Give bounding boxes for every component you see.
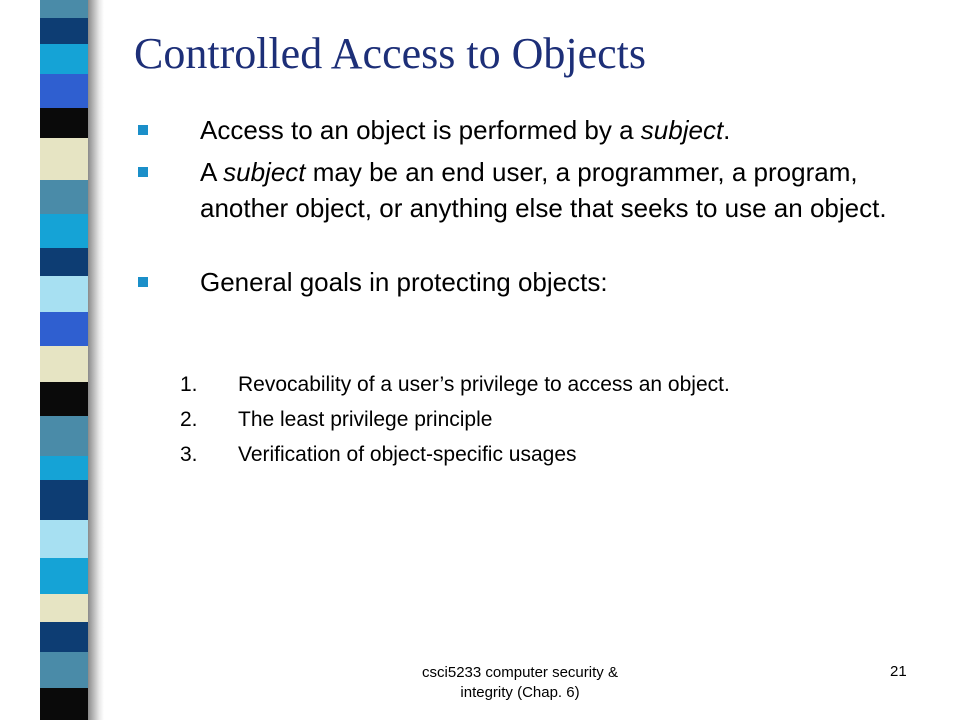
item-number: 2. [180, 408, 198, 431]
bullet-item [134, 264, 934, 300]
decorative-stripe [0, 0, 110, 720]
numbered-item [180, 442, 730, 467]
stripe-block [40, 456, 88, 480]
footer-line: integrity (Chap. 6) [460, 684, 580, 701]
stripe-block [40, 594, 88, 622]
stripe-block [40, 74, 88, 108]
slide-footer [380, 663, 660, 703]
item-number: 1. [180, 373, 198, 396]
bullet-square-icon [138, 125, 148, 135]
stripe-block [40, 416, 88, 456]
bullet-item [134, 154, 934, 226]
footer-line: csci5233 computer security & [422, 664, 618, 681]
numbered-item [180, 372, 730, 397]
bullet-item [134, 112, 934, 148]
stripe-block [40, 312, 88, 346]
stripe-block [40, 180, 88, 214]
item-text: Verification of object-specific usages [238, 443, 577, 466]
bullet-text: A subject may be an end user, a programmer, a program, another object, or anything else that seeks to use an object. [200, 157, 887, 223]
stripe-block [40, 520, 88, 558]
numbered-list [180, 372, 730, 477]
stripe-block [40, 248, 88, 276]
bullet-list [134, 112, 934, 306]
bullet-text: General goals in protecting objects: [200, 267, 608, 297]
stripe-shadow [88, 0, 104, 720]
stripe-block [40, 480, 88, 520]
stripe-block [40, 276, 88, 312]
stripe-block [40, 18, 88, 44]
item-text: The least privilege principle [238, 408, 493, 431]
slide-title: Controlled Access to Objects [134, 29, 647, 78]
stripe-block [40, 652, 88, 688]
stripe-block [40, 622, 88, 652]
item-text: Revocability of a user’s privilege to access an object. [238, 373, 730, 396]
stripe-block [40, 214, 88, 248]
stripe-block [40, 382, 88, 416]
stripe-block [40, 688, 88, 720]
bullet-text: Access to an object is performed by a subject. [200, 115, 731, 145]
item-number: 3. [180, 443, 198, 466]
bullet-square-icon [138, 277, 148, 287]
numbered-item [180, 407, 730, 432]
stripe-block [40, 44, 88, 74]
stripe-block [40, 346, 88, 382]
stripe-block [40, 0, 88, 18]
stripe-block [40, 558, 88, 594]
bullet-square-icon [138, 167, 148, 177]
stripe-block [40, 138, 88, 180]
page-number: 21 [890, 663, 907, 680]
stripe-block [40, 108, 88, 138]
